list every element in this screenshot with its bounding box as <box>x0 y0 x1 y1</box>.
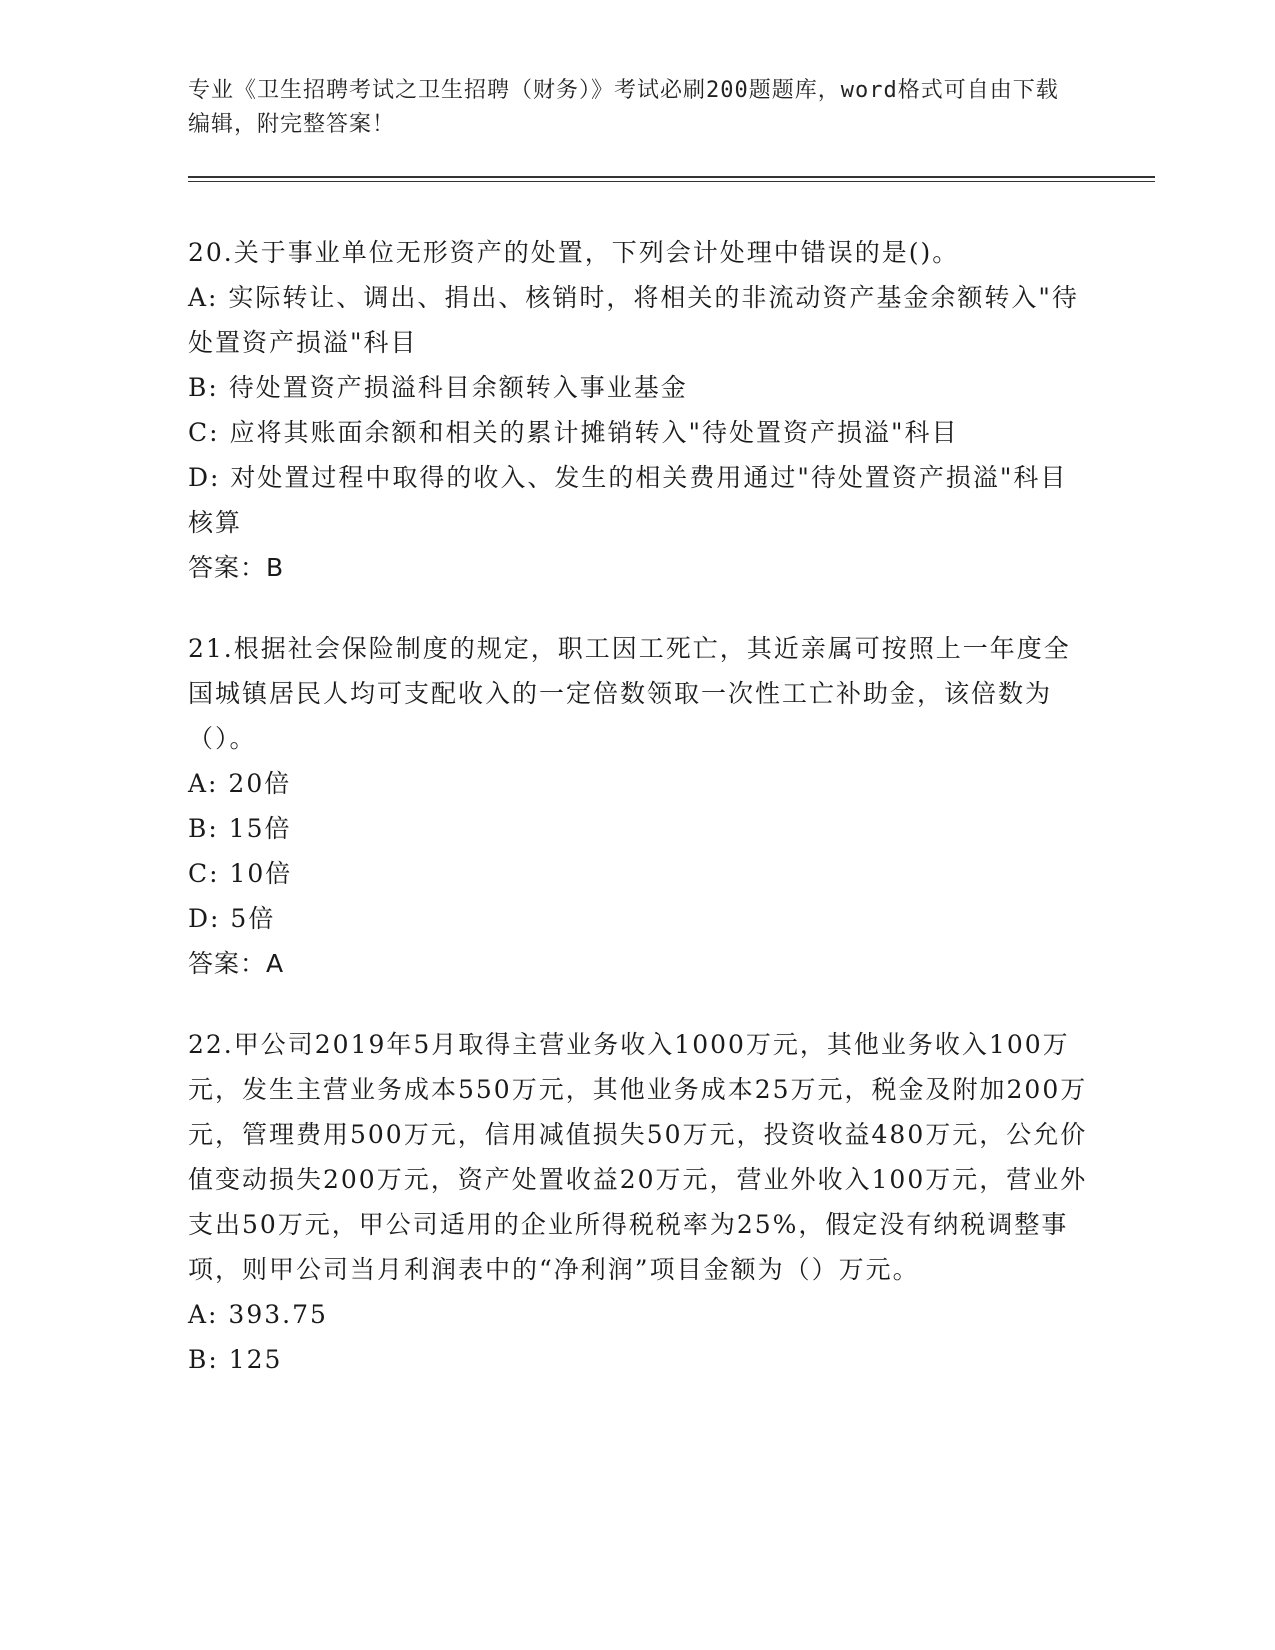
question-stem: 21.根据社会保险制度的规定，职工因工死亡，其近亲属可按照上一年度全国城镇居民人均可支配收入的一定倍数领取一次性工亡补助金，该倍数为（）。 <box>188 634 1071 753</box>
option-b: B: 15倍 <box>188 814 292 843</box>
option-b: B: 待处置资产损溢科目余额转入事业基金 <box>188 373 688 402</box>
question-list <box>188 230 1088 1418</box>
question-21 <box>188 626 1088 986</box>
option-a: A: 393.75 <box>188 1300 328 1329</box>
answer-text: 答案：B <box>188 553 285 582</box>
option-c: C: 10倍 <box>188 859 293 888</box>
option-b: B: 125 <box>188 1345 283 1374</box>
question-stem: 20.关于事业单位无形资产的处置，下列会计处理中错误的是()。 <box>188 238 960 267</box>
answer-text: 答案：A <box>188 949 285 978</box>
question-stem: 22.甲公司2019年5月取得主营业务收入1000万元，其他业务收入100万元，发生主营业务成本550万元，其他业务成本25万元，税金及附加200万元，管理费用500万元，信用减值损失50万元，投资收益480万元，公允价值变动损失200万元，资产处置收益20万元，营业外收入100万元，营业外支出50万元，甲公司适用的企业所得税税率为25%，假定没有纳税调整事项，则甲公司当月利润表中的“净利润”项目金额为（）万元。 <box>188 1030 1088 1284</box>
option-d: D: 5倍 <box>188 904 276 933</box>
document-header: 专业《卫生招聘考试之卫生招聘（财务）》考试必刷200题题库，word格式可自由下载编辑，附完整答案！ <box>188 78 1059 137</box>
header-divider-thin <box>188 181 1155 182</box>
question-22 <box>188 1022 1088 1382</box>
header-divider <box>188 176 1155 178</box>
option-d: D: 对处置过程中取得的收入、发生的相关费用通过"待处置资产损溢"科目核算 <box>188 463 1068 537</box>
question-20 <box>188 230 1088 590</box>
option-a: A: 实际转让、调出、捐出、核销时，将相关的非流动资产基金余额转入"待处置资产损溢"科目 <box>188 283 1079 357</box>
option-c: C: 应将其账面余额和相关的累计摊销转入"待处置资产损溢"科目 <box>188 418 959 447</box>
option-a: A: 20倍 <box>188 769 292 798</box>
